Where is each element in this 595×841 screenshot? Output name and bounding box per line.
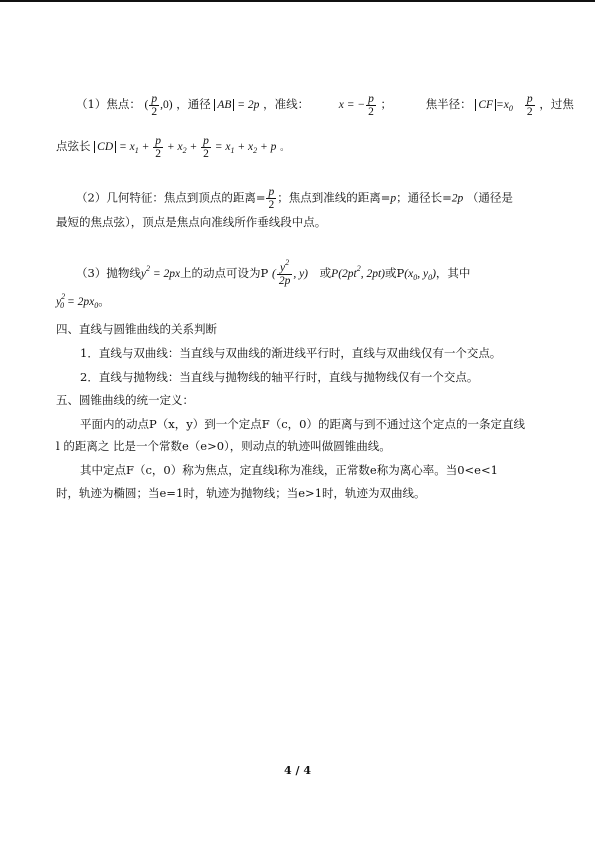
item2-mid1: ；焦点到准线的距离= — [277, 190, 391, 205]
section5-p2-line1: 其中定点F（c，0）称为焦点，定直线l称为准线，正常数e称为离心率。当0<e<1 — [80, 463, 498, 477]
directrix-formula: x = − $\frac{p}{2}$ — [338, 93, 374, 118]
section4-p1: 1．直线与双曲线：当直线与双曲线的渐进线平行时，直线与双曲线仅有一个交点。 — [80, 346, 502, 360]
parabola-equation: $y^2 = 2px$ — [140, 264, 181, 281]
latus-formula: AB = 2p — [214, 99, 259, 111]
section5-p1-line2: l 的距离之 比是一个常数e（e>0），则动点的轨迹叫做圆锥曲线。 — [56, 439, 391, 453]
section5-title: 五、圆锥曲线的统一定义： — [56, 393, 194, 407]
focal-radius-label: 焦半径： — [425, 97, 472, 112]
item2-label: （2）几何特征：焦点到顶点的距离= — [76, 190, 266, 205]
or-2: 或P — [385, 266, 405, 281]
after-latus-text: ，准线： — [263, 97, 310, 112]
chord-formula: CD = $x_1$ + $\frac{p}{2}$ + $x_2$ + $\frac{p}{2}$ = $x_1 + x_2 + p$ — [94, 141, 276, 153]
item2-mid2: ；通径长= — [396, 190, 452, 205]
item1-line2 — [56, 135, 289, 160]
item3-line2-end: 。 — [98, 294, 110, 308]
point-form-1: ( $\frac{y^2}{2p}$ , y) — [271, 258, 309, 287]
page-number: 4 / 4 — [284, 764, 311, 777]
after-directrix-text: ； — [380, 97, 393, 112]
section5-p1-line1: 平面内的动点P（x，y）到一个定点F（c，0）的距离与到不通过这个定点的一条定直线 — [80, 417, 525, 431]
point-form-3: ($x_0$, $y_0$) — [404, 268, 436, 283]
header-rule — [0, 0, 595, 2]
item2-mid3: （通径是 — [466, 190, 513, 205]
focus-frac: $\frac{p}{2}$ — [151, 93, 158, 118]
section4-p2: 2．直线与抛物线：当直线与抛物线的轴平行时，直线与抛物线仅有一个交点。 — [80, 370, 479, 384]
section4-title: 四、直线与圆锥曲线的关系判断 — [56, 322, 217, 336]
chord-end: 。 — [280, 143, 290, 154]
item3-label: （3）抛物线 — [76, 266, 141, 281]
or-1: 或 — [319, 266, 332, 281]
after-focal-radius-text: ，过焦 — [539, 97, 574, 112]
vertex-distance-frac: $\frac{p}{2}$ — [268, 186, 275, 211]
focal-radius-formula: CF $=x_0$ $\frac{p}{2}$ — [475, 99, 535, 111]
item3-end: ，其中 — [435, 266, 471, 281]
item2-line1 — [76, 186, 513, 211]
item1-label: （1）焦点： — [76, 97, 141, 112]
latus-length: 2p — [451, 192, 464, 205]
after-focus-text: ，通径 — [176, 97, 211, 112]
focus-formula: ( $\frac{p}{2}$ ,0) — [144, 93, 173, 118]
item1-line1 — [76, 93, 574, 118]
directrix-distance: p — [390, 192, 397, 205]
chord-label: 点弦长 — [56, 139, 91, 154]
y0-equation: $y^2_0 = 2px_0$ — [56, 292, 99, 310]
section5-p2-line2: 时，轨迹为椭圆；当e=1时，轨迹为抛物线；当e>1时，轨迹为双曲线。 — [56, 486, 426, 500]
item3-mid1: 上的动点可设为P — [180, 266, 269, 281]
item2-line2: 最短的焦点弦），顶点是焦点向准线所作垂线段中点。 — [56, 215, 327, 229]
point-form-2: $P(2pt^2$, 2pt) — [331, 264, 386, 281]
item3-line2 — [56, 293, 110, 310]
item3-line1 — [76, 258, 471, 287]
